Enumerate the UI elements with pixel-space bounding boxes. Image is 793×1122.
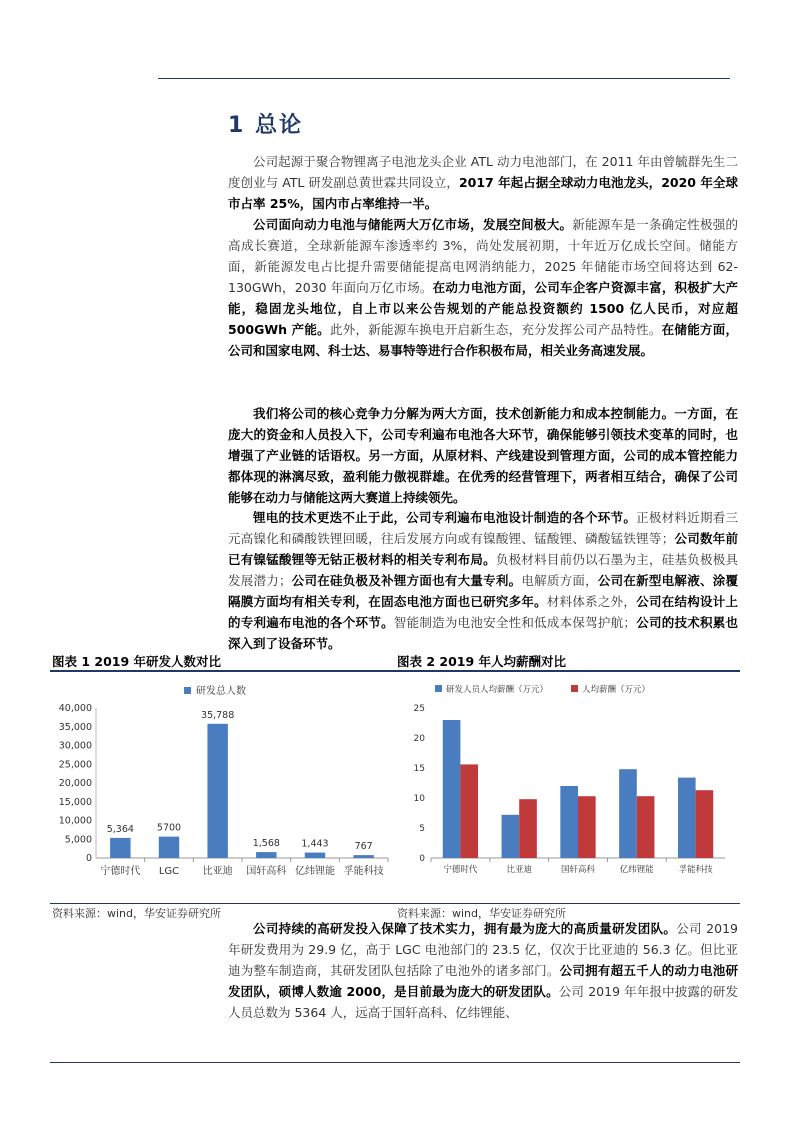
p4-run: 负极材料目前仍以石墨为主，硅基负极极具发展潜力； (228, 552, 738, 588)
footer-rule (50, 1062, 740, 1063)
p4-run: 材料体系之外， (546, 594, 637, 609)
section-heading: 1 总论 (228, 113, 303, 138)
bar-0 (110, 838, 130, 858)
data-label: 5700 (156, 822, 182, 834)
bar-4 (305, 853, 325, 858)
x-tick-label: 宁德时代 (100, 866, 141, 877)
bar-5 (353, 855, 373, 858)
y-tick-label: 5 (419, 824, 425, 834)
x-tick-label: 比亚迪 (202, 866, 233, 877)
source-rule (50, 903, 740, 904)
p2-run: 在动力电池方面，公司车企客户资源丰富，积极扩大产能，稳固龙头地位，自上市以来公告规划的产能总投资额约 1500 亿人民币，对应超 500GWh 产能。 (228, 280, 738, 337)
bar-s1-4 (696, 790, 714, 858)
y-tick-label: 25 (413, 704, 425, 714)
y-tick-label: 30,000 (58, 740, 92, 752)
paragraph-core-competence (228, 403, 738, 508)
y-tick-label: 20 (413, 734, 425, 744)
p5-run: 公司 2019 年研发费用为 29.9 亿，高于 LGC 电池部门的 23.5 亿，仅次于比亚迪的 56.3 亿。但比亚迪为整车制造商，其研发团队包括除了电池外的诸多部门。 (228, 921, 738, 978)
legend-swatch-avg-salary (571, 685, 578, 692)
p4-run: 智能制造为电池安全性和低成本保驾护航； (393, 615, 636, 630)
header-rule (158, 78, 730, 79)
data-label: 1,568 (252, 838, 280, 850)
p4-run: 电解质方面， (521, 573, 598, 588)
data-label: 767 (354, 841, 373, 853)
p5-run: 公司拥有超五千人的动力电池研发团队，硕博人数逾 2000，是目前最为庞大的研发团队。 (228, 963, 738, 999)
paragraph-market-space (228, 214, 738, 361)
legend-swatch-rd-headcount (184, 687, 191, 694)
y-tick-label: 15 (413, 764, 425, 774)
p4-run: 公司的技术积累也深入到了设备环节。 (228, 615, 738, 651)
paragraph-rd-investment (228, 918, 738, 1023)
bar-s0-1 (502, 815, 520, 858)
y-tick-label: 0 (85, 853, 92, 864)
figure2-caption: 图表 2 2019 年人均薪酬对比 (397, 654, 567, 669)
x-tick-label: 国轩高科 (560, 865, 596, 875)
bar-s1-1 (519, 799, 537, 858)
paragraph-company-origin (228, 151, 738, 214)
x-tick-label: 孚能科技 (678, 865, 713, 875)
p4-run: 公司数年前已有镍锰酸锂等无钴正极材料的相关专利布局。 (228, 531, 738, 567)
paragraph-tech-patents (228, 507, 738, 654)
figure1-caption: 图表 1 2019 年研发人数对比 (52, 654, 222, 669)
bar-s0-2 (560, 786, 578, 858)
figure1-source: 资料来源：wind，华安证券研究所 (52, 907, 222, 920)
data-label: 5,364 (106, 823, 134, 835)
legend-label-avg-salary: 人均薪酬（万元） (582, 685, 651, 695)
x-tick-label: 亿纬锂能 (295, 866, 335, 877)
x-tick-label: 孚能科技 (343, 866, 384, 877)
data-label: 35,788 (201, 709, 235, 721)
p4-run: 公司在结构设计上的专利遍布电池的各个环节。 (228, 594, 738, 630)
y-tick-label: 15,000 (58, 796, 92, 808)
p1-run: 公司起源于聚合物锂离子电池龙头企业 ATL 动力电池部门，在 2011 年由曾毓群先生二度创业与 ATL 研发副总黄世霖共同设立， (228, 154, 738, 190)
bar-1 (159, 837, 179, 858)
legend-label-rd-headcount: 研发总人数 (196, 686, 246, 697)
bar-s1-3 (637, 796, 655, 858)
rd-headcount-chart (50, 675, 395, 897)
bar-2 (207, 724, 227, 858)
legend-swatch-rd-salary (435, 685, 442, 692)
y-tick-label: 10 (413, 794, 425, 804)
bar-s0-4 (678, 778, 696, 858)
p2-run: 在储能方面，公司和国家电网、科士达、易事特等进行合作积极布局，相关业务高速发展。 (228, 322, 738, 358)
p5-run: 公司持续的高研发投入保障了技术实力，拥有最为庞大的高质量研发团队。 (253, 921, 677, 936)
p4-run: 正极材料近期看三元高镍化和磷酸铁锂回暖，往后发展方向或有镍酸锂、锰酸锂、磷酸锰铁锂等； (228, 510, 738, 546)
x-tick-label: LGC (158, 866, 180, 877)
x-tick-label: 亿纬锂能 (619, 865, 654, 875)
p5-run: 公司 2019 年年报中披露的研发人员总数为 5364 人，远高于国轩高科、亿纬锂能、 (228, 984, 738, 1020)
x-tick-label: 比亚迪 (506, 865, 532, 875)
x-tick-label: 宁德时代 (443, 865, 478, 875)
figure2-source: 资料来源：wind，华安证券研究所 (397, 907, 567, 920)
p4-run: 锂电的技术更迭不止于此，公司专利遍布电池设计制造的各个环节。 (253, 510, 637, 525)
y-tick-label: 25,000 (58, 759, 92, 771)
p4-run: 公司在硅负极及补锂方面也有大量专利。 (291, 573, 522, 588)
y-tick-label: 0 (419, 854, 425, 864)
data-label: 1,443 (301, 838, 329, 850)
p2-run: 新能源车是一条确定性极强的高成长赛道，全球新能源车渗透率约 3%，尚处发展初期，十年近万亿成长空间。储能方面，新能源发电占比提升需要储能提高电网消纳能力，2025 年储能市场空间将达到 62-130GWh，2030 年面向万亿市场。 (228, 217, 738, 295)
y-tick-label: 40,000 (58, 703, 92, 714)
legend-label-rd-salary: 研发人员人均薪酬（万元） (446, 685, 549, 695)
y-tick-label: 20,000 (58, 778, 92, 789)
y-tick-label: 5,000 (64, 834, 92, 846)
y-tick-label: 35,000 (58, 721, 92, 733)
y-tick-label: 10,000 (58, 815, 92, 827)
caption-rule (50, 670, 740, 672)
p3-run: 我们将公司的核心竞争力分解为两大方面，技术创新能力和成本控制能力。一方面，在庞大的资金和人员投入下，公司专利遍布电池各大环节，确保能够引领技术变革的同时，也增强了产业链的话语权。另一方面，从原材料、产线建设到管理方面，公司的成本管控能力都体现的淋漓尽致，盈利能力傲视群雄。在优秀的经营管理下，两者相互结合，确保了公司能够在动力与储能这两大赛道上持续领先。 (228, 406, 738, 505)
bar-s0-3 (619, 769, 637, 858)
x-tick-label: 国轩高科 (246, 866, 287, 877)
bar-s0-0 (443, 720, 461, 858)
salary-comparison-chart (395, 675, 740, 897)
p1-run: 2017 年起占据全球动力电池龙头，2020 年全球市占率 25%，国内市占率维持一半。 (228, 175, 738, 211)
p2-run: 此外，新能源车换电开启新生态，充分发挥公司产品特性。 (329, 322, 662, 337)
p2-run: 公司面向动力电池与储能两大万亿市场，发展空间极大。 (253, 217, 573, 232)
p4-run: 公司在新型电解液、涂覆隔膜方面均有相关专利，在固态电池方面也已研究多年。 (228, 573, 738, 609)
bar-s1-2 (578, 796, 596, 858)
bar-3 (256, 852, 276, 858)
bar-s1-0 (460, 764, 478, 858)
